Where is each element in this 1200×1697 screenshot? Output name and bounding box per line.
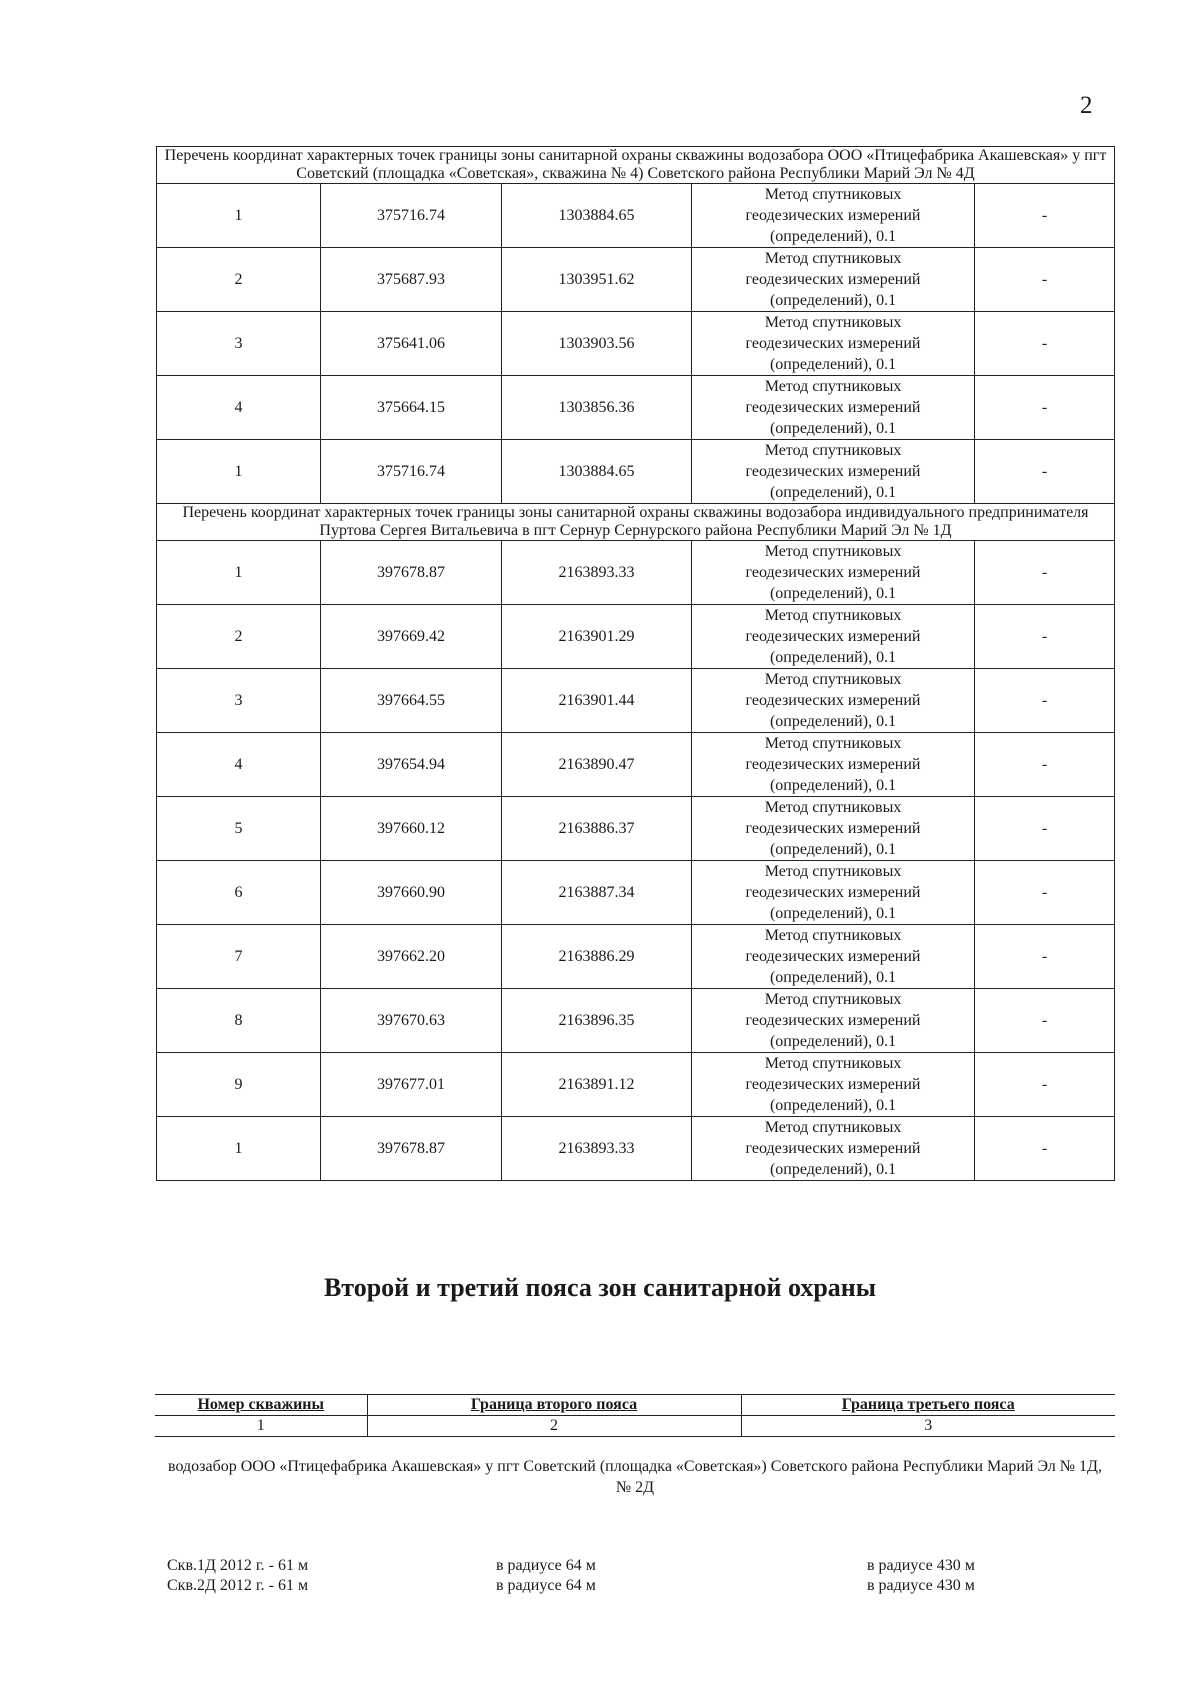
note-dash: - bbox=[975, 797, 1115, 861]
coordinates-table bbox=[156, 146, 1115, 1181]
table-row bbox=[157, 376, 1115, 440]
table-row bbox=[157, 797, 1115, 861]
coordinate-y: 2163886.29 bbox=[502, 925, 692, 989]
coordinate-x: 375687.93 bbox=[321, 248, 502, 312]
coordinate-y: 2163886.37 bbox=[502, 797, 692, 861]
coordinate-x: 375664.15 bbox=[321, 376, 502, 440]
table-row bbox=[157, 1053, 1115, 1117]
point-number: 1 bbox=[157, 440, 321, 504]
zones-title: Второй и третий пояса зон санитарной охраны bbox=[323, 1273, 877, 1302]
note-dash: - bbox=[975, 1053, 1115, 1117]
note-dash: - bbox=[975, 376, 1115, 440]
point-number: 7 bbox=[157, 925, 321, 989]
section-heading: Перечень координат характерных точек границы зоны санитарной охраны скважины водозабора ООО «Птицефабрика Акашевская» у пгт Советский (площадка «Советская», скважина № 4) Советского района Республики Марий Эл № 4Д bbox=[157, 147, 1115, 184]
coordinate-y: 1303856.36 bbox=[502, 376, 692, 440]
coordinate-y: 1303884.65 bbox=[502, 184, 692, 248]
table-row bbox=[157, 312, 1115, 376]
method-description: Метод спутниковых геодезических измерений (определений), 0.1 bbox=[692, 312, 975, 376]
coordinate-x: 397660.12 bbox=[321, 797, 502, 861]
note-dash: - bbox=[975, 925, 1115, 989]
coordinate-x: 375716.74 bbox=[321, 440, 502, 504]
method-description: Метод спутниковых геодезических измерений (определений), 0.1 bbox=[692, 541, 975, 605]
method-description: Метод спутниковых геодезических измерений (определений), 0.1 bbox=[692, 989, 975, 1053]
coordinate-y: 2163896.35 bbox=[502, 989, 692, 1053]
method-description: Метод спутниковых геодезических измерений (определений), 0.1 bbox=[692, 1117, 975, 1181]
coordinate-y: 2163893.33 bbox=[502, 1117, 692, 1181]
coordinate-x: 375716.74 bbox=[321, 184, 502, 248]
column-number: 2 bbox=[367, 1416, 741, 1437]
table-row bbox=[157, 541, 1115, 605]
coordinate-y: 1303884.65 bbox=[502, 440, 692, 504]
coordinate-y: 1303951.62 bbox=[502, 248, 692, 312]
coordinate-x: 397678.87 bbox=[321, 541, 502, 605]
coordinate-x: 397654.94 bbox=[321, 733, 502, 797]
coordinate-x: 397678.87 bbox=[321, 1117, 502, 1181]
table-row bbox=[157, 1117, 1115, 1181]
note-dash: - bbox=[975, 989, 1115, 1053]
well-1d: Скв.1Д 2012 г. - 61 м bbox=[167, 1557, 309, 1574]
method-description: Метод спутниковых геодезических измерений (определений), 0.1 bbox=[692, 733, 975, 797]
table-row bbox=[157, 989, 1115, 1053]
note-dash: - bbox=[975, 669, 1115, 733]
note-dash: - bbox=[975, 605, 1115, 669]
page-number: 2 bbox=[1080, 92, 1093, 119]
table-row bbox=[157, 669, 1115, 733]
method-description: Метод спутниковых геодезических измерений (определений), 0.1 bbox=[692, 797, 975, 861]
method-description: Метод спутниковых геодезических измерений (определений), 0.1 bbox=[692, 440, 975, 504]
method-description: Метод спутниковых геодезических измерений (определений), 0.1 bbox=[692, 605, 975, 669]
table-row bbox=[157, 605, 1115, 669]
coordinate-y: 2163893.33 bbox=[502, 541, 692, 605]
table-row bbox=[157, 440, 1115, 504]
table-row bbox=[157, 184, 1115, 248]
point-number: 2 bbox=[157, 605, 321, 669]
coordinate-x: 397677.01 bbox=[321, 1053, 502, 1117]
coordinate-x: 397660.90 bbox=[321, 861, 502, 925]
point-number: 5 bbox=[157, 797, 321, 861]
table-row bbox=[157, 861, 1115, 925]
coordinate-x: 397670.63 bbox=[321, 989, 502, 1053]
well-2d-third-zone: в радиусе 430 м bbox=[867, 1577, 975, 1594]
header-second-zone: Граница второго пояса bbox=[367, 1395, 741, 1416]
note-dash: - bbox=[975, 861, 1115, 925]
well-2d: Скв.2Д 2012 г. - 61 м bbox=[167, 1577, 309, 1594]
method-description: Метод спутниковых геодезических измерений (определений), 0.1 bbox=[692, 861, 975, 925]
method-description: Метод спутниковых геодезических измерений (определений), 0.1 bbox=[692, 376, 975, 440]
well-2d-second-zone: в радиусе 64 м bbox=[496, 1577, 596, 1594]
coordinate-y: 2163901.29 bbox=[502, 605, 692, 669]
well-1d-third-zone: в радиусе 430 м bbox=[867, 1557, 975, 1574]
column-number: 3 bbox=[741, 1416, 1115, 1437]
zones-table bbox=[155, 1394, 1115, 1437]
point-number: 8 bbox=[157, 989, 321, 1053]
table-row bbox=[157, 925, 1115, 989]
point-number: 6 bbox=[157, 861, 321, 925]
table-row bbox=[157, 733, 1115, 797]
point-number: 3 bbox=[157, 669, 321, 733]
method-description: Метод спутниковых геодезических измерений (определений), 0.1 bbox=[692, 1053, 975, 1117]
note-dash: - bbox=[975, 541, 1115, 605]
point-number: 3 bbox=[157, 312, 321, 376]
water-intake-description: водозабор ООО «Птицефабрика Акашевская» у пгт Советский (площадка «Советская») Советского района Республики Марий Эл № 1Д, № 2Д bbox=[168, 1458, 1102, 1496]
coordinate-x: 397662.20 bbox=[321, 925, 502, 989]
method-description: Метод спутниковых геодезических измерений (определений), 0.1 bbox=[692, 669, 975, 733]
header-well-number: Номер скважины bbox=[155, 1395, 367, 1416]
coordinate-y: 2163890.47 bbox=[502, 733, 692, 797]
header-third-zone: Граница третьего пояса bbox=[741, 1395, 1115, 1416]
note-dash: - bbox=[975, 248, 1115, 312]
note-dash: - bbox=[975, 1117, 1115, 1181]
point-number: 1 bbox=[157, 1117, 321, 1181]
coordinate-y: 2163887.34 bbox=[502, 861, 692, 925]
coordinate-x: 375641.06 bbox=[321, 312, 502, 376]
point-number: 2 bbox=[157, 248, 321, 312]
point-number: 1 bbox=[157, 184, 321, 248]
well-1d-second-zone: в радиусе 64 м bbox=[496, 1557, 596, 1574]
point-number: 9 bbox=[157, 1053, 321, 1117]
point-number: 4 bbox=[157, 376, 321, 440]
note-dash: - bbox=[975, 733, 1115, 797]
note-dash: - bbox=[975, 312, 1115, 376]
section-heading: Перечень координат характерных точек границы зоны санитарной охраны скважины водозабора индивидуального предпринимателя Пуртова Сергея Витальевича в пгт Сернур Сернурского района Республики Марий Эл № 1Д bbox=[157, 504, 1115, 541]
method-description: Метод спутниковых геодезических измерений (определений), 0.1 bbox=[692, 925, 975, 989]
note-dash: - bbox=[975, 184, 1115, 248]
column-number: 1 bbox=[155, 1416, 367, 1437]
coordinate-x: 397664.55 bbox=[321, 669, 502, 733]
method-description: Метод спутниковых геодезических измерений (определений), 0.1 bbox=[692, 248, 975, 312]
coordinate-y: 2163891.12 bbox=[502, 1053, 692, 1117]
point-number: 1 bbox=[157, 541, 321, 605]
method-description: Метод спутниковых геодезических измерений (определений), 0.1 bbox=[692, 184, 975, 248]
coordinate-x: 397669.42 bbox=[321, 605, 502, 669]
coordinate-y: 1303903.56 bbox=[502, 312, 692, 376]
table-row bbox=[157, 248, 1115, 312]
coordinate-y: 2163901.44 bbox=[502, 669, 692, 733]
note-dash: - bbox=[975, 440, 1115, 504]
point-number: 4 bbox=[157, 733, 321, 797]
